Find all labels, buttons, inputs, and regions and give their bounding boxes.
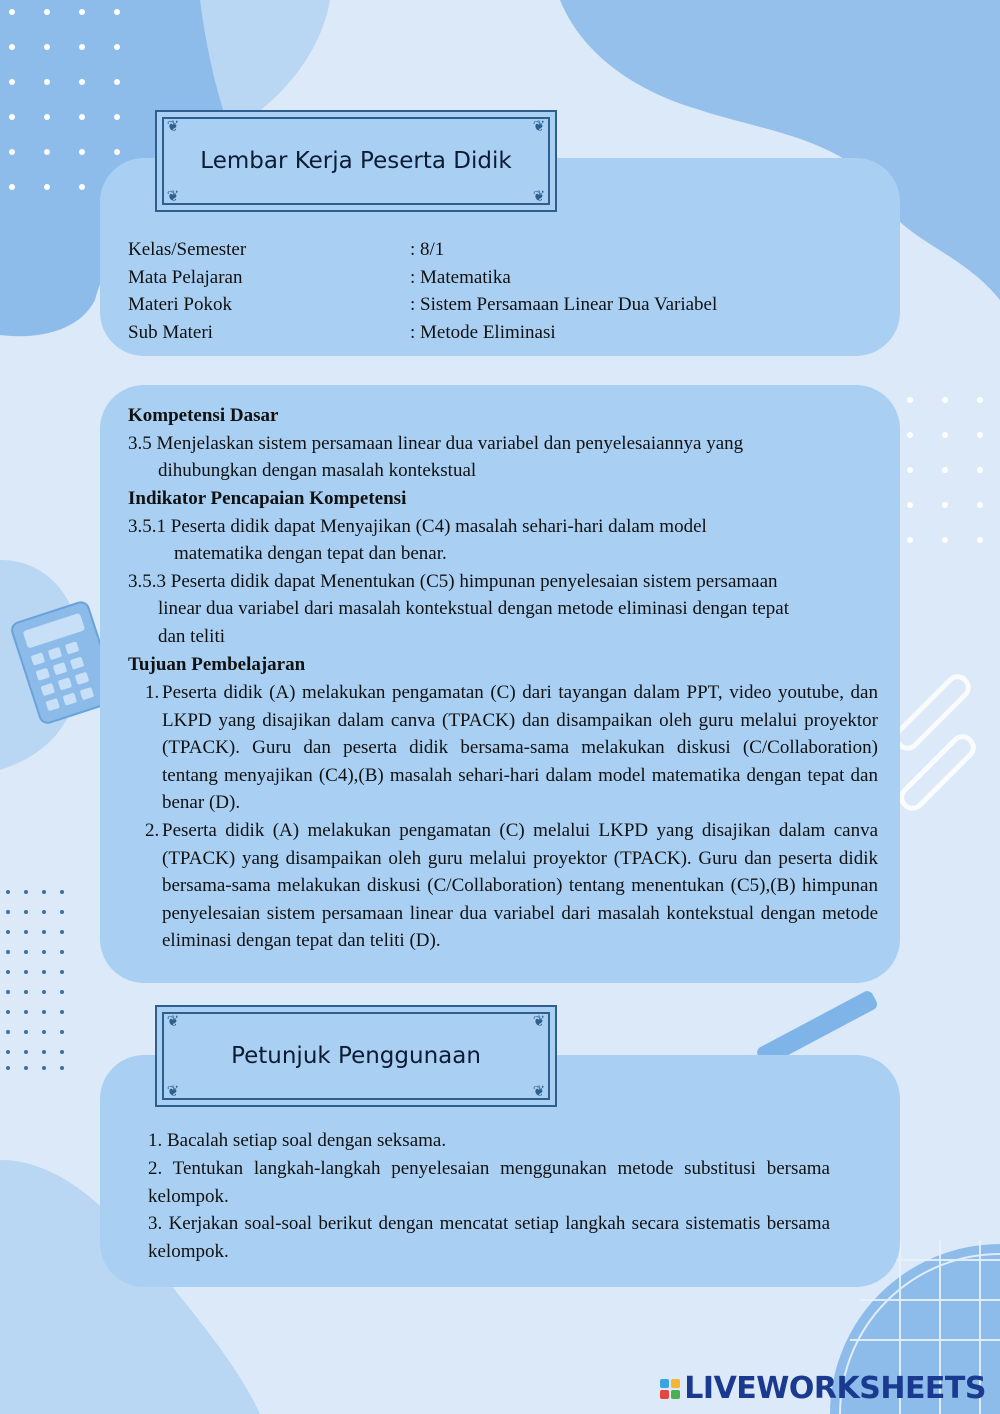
ornament-icon: ❦ xyxy=(532,1012,546,1030)
ornament-icon: ❦ xyxy=(532,117,546,135)
tujuan-item: Peserta didik (A) melakukan pengamatan (C) dari tayangan dalam PPT, video youtube, dan LKPD yang disajikan dalam canva (TPACK) dan disampaikan oleh guru melalui proyektor (TPACK). Guru dan peserta didik bersama-sama melakukan diskusi (C/Collaboration) tentang menyajikan (C4),(B) masalah sehari-hari dalam model matematika dengan tepat dan benar (D). xyxy=(162,682,878,814)
instruction-item: 1. Bacalah setiap soal dengan seksama. xyxy=(148,1130,447,1151)
ipk-line: 3.5.1 Peserta didik dapat Menyajikan (C4) masalah sehari-hari dalam model xyxy=(128,516,707,537)
section-title: Petunjuk Penggunaan xyxy=(231,1043,481,1069)
identity-label: Kelas/Semester xyxy=(128,239,247,260)
ornament-icon: ❦ xyxy=(532,187,546,205)
instructions-title-box xyxy=(155,1005,557,1107)
ornament-icon: ❦ xyxy=(166,1082,180,1100)
liveworksheets-icon xyxy=(660,1379,680,1399)
dot-grid-right xyxy=(907,397,983,543)
ipk-heading: Indikator Pencapaian Kompetensi xyxy=(128,488,407,509)
tujuan-number: 2. xyxy=(145,820,160,841)
instruction-item: 2. Tentukan langkah-langkah penyelesaian menggunakan metode substitusi bersama kelompok. xyxy=(148,1158,830,1207)
kd-heading: Kompetensi Dasar xyxy=(128,405,279,426)
identity-label: Materi Pokok xyxy=(128,294,232,315)
kd-line: dihubungkan dengan masalah kontekstual xyxy=(158,460,477,481)
paperclip-decoration xyxy=(897,677,974,809)
identity-label: Mata Pelajaran xyxy=(128,266,243,288)
ipk-line: 3.5.3 Peserta didik dapat Menentukan (C5) himpunan penyelesaian sistem persamaan xyxy=(128,571,778,592)
ornament-icon: ❦ xyxy=(532,1082,546,1100)
ipk-line: matematika dengan tepat dan benar. xyxy=(174,543,447,564)
identity-value: : 8/1 xyxy=(410,239,445,260)
identity-value: : Metode Eliminasi xyxy=(410,321,556,343)
instruction-item: 3. Kerjakan soal-soal berikut dengan mencatat setiap langkah secara sistematis bersama kelompok. xyxy=(148,1213,830,1262)
identity-value: : Matematika xyxy=(410,266,511,288)
ipk-line: dan teliti xyxy=(158,626,226,647)
identity-label: Sub Materi xyxy=(128,321,213,343)
kd-line: 3.5 Menjelaskan sistem persamaan linear dua variabel dan penyelesaiannya yang xyxy=(128,433,744,454)
dot-grid-left xyxy=(6,890,64,1070)
page-title: Lembar Kerja Peserta Didik xyxy=(200,148,512,174)
ornament-icon: ❦ xyxy=(166,187,180,205)
ornament-icon: ❦ xyxy=(166,117,180,135)
tujuan-item: Peserta didik (A) melakukan pengamatan (C) melalui LKPD yang disajikan dalam canva (TPACK) yang disampaikan oleh guru melalui proyektor (TPACK). Guru dan peserta didik bersama-sama melakukan diskusi (C/Collaboration) tentang menentukan (C5),(B) himpunan penyelesaian sistem persamaan linear dua variabel dari masalah kontekstual dengan metode eliminasi dengan tepat dan teliti (D). xyxy=(162,820,878,952)
tujuan-number: 1. xyxy=(145,682,160,703)
tujuan-heading: Tujuan Pembelajaran xyxy=(128,654,306,675)
watermark-text: LIVEWORKSHEETS xyxy=(684,1371,986,1406)
ipk-line: linear dua variabel dari masalah kontekstual dengan metode eliminasi dengan tepat xyxy=(158,598,789,619)
liveworksheets-logo[interactable] xyxy=(660,1371,986,1406)
identity-value: : Sistem Persamaan Linear Dua Variabel xyxy=(410,294,718,315)
ornament-icon: ❦ xyxy=(166,1012,180,1030)
header-title-box xyxy=(155,110,557,212)
